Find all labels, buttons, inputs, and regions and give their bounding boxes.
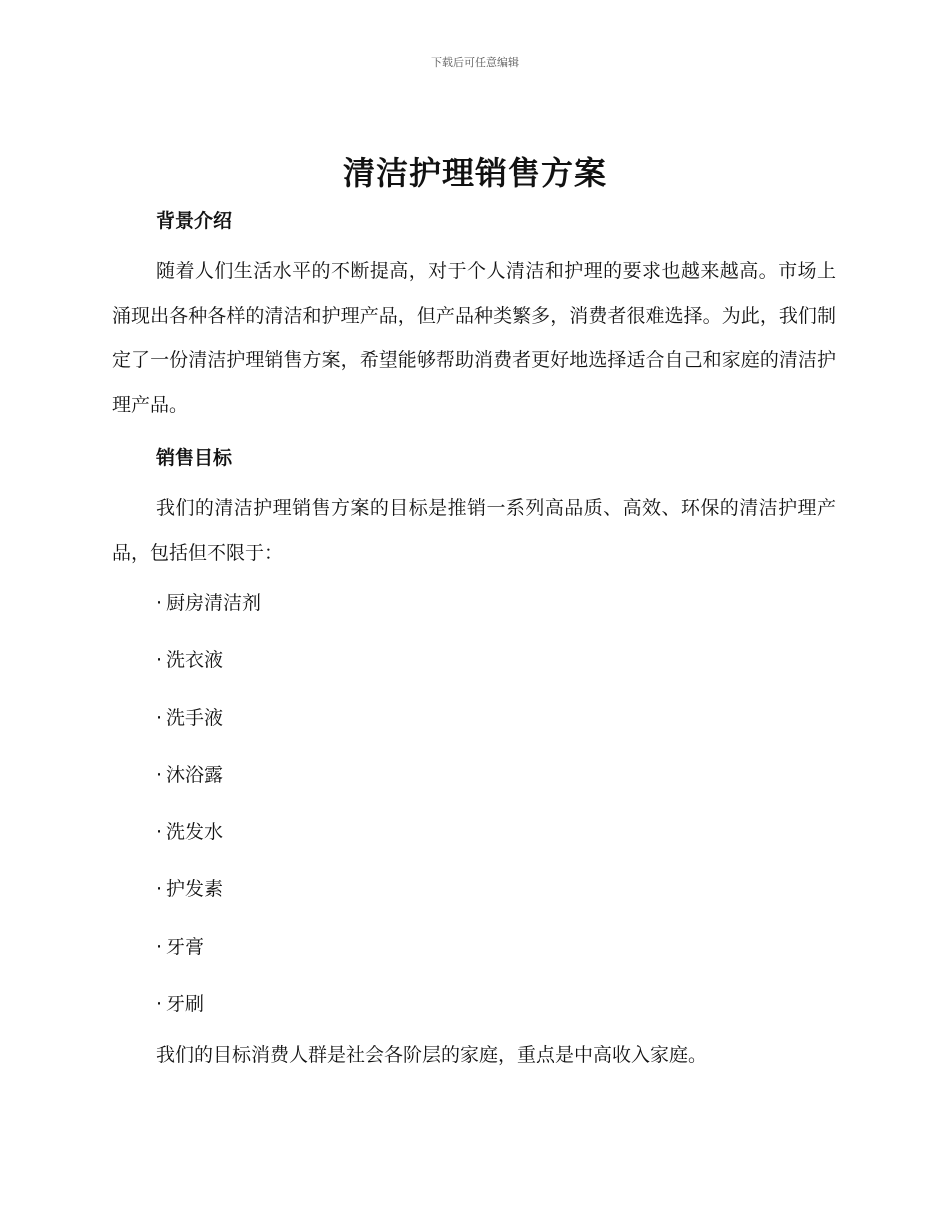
document-title: 清洁护理销售方案 (342, 154, 607, 192)
list-item-label: 洗衣液 (166, 649, 224, 672)
list-item-label: 沐浴露 (166, 763, 224, 786)
document-body (112, 205, 836, 1078)
list-item-label: 洗手液 (166, 706, 224, 729)
list-item (112, 861, 836, 918)
section-heading-background: 背景介绍 (156, 210, 233, 232)
sales-goal-paragraph: 我们的清洁护理销售方案的目标是推销一系列高品质、高效、环保的清洁护理产品，包括但不限于： (112, 497, 836, 564)
bullet-icon: · (156, 878, 163, 901)
list-item (112, 690, 836, 747)
bullet-icon: · (156, 592, 163, 614)
section-heading-sales-goal: 销售目标 (156, 447, 233, 469)
list-item (112, 632, 836, 689)
list-item (112, 804, 836, 861)
list-item-label: 牙膏 (166, 935, 205, 958)
bullet-icon: · (156, 706, 163, 729)
header-note: 下载后可任意编辑 (431, 56, 519, 69)
list-item (112, 575, 836, 632)
product-list (112, 575, 836, 1033)
list-item-label: 牙刷 (166, 993, 205, 1016)
target-audience-paragraph: 我们的目标消费人群是社会各阶层的家庭，重点是中高收入家庭。 (156, 1044, 708, 1067)
bullet-icon: · (156, 763, 163, 786)
bullet-icon: · (156, 993, 163, 1016)
list-item (112, 919, 836, 976)
bullet-icon: · (156, 935, 163, 958)
background-paragraph: 随着人们生活水平的不断提高，对于个人清洁和护理的要求也越来越高。市场上涌现出各种各样的清洁和护理产品，但产品种类繁多，消费者很难选择。为此，我们制定了一份清洁护理销售方案，希望能够帮助消费者更好地选择适合自己和家庭的清洁护理产品。 (112, 260, 836, 416)
list-item-label: 洗发水 (166, 821, 224, 844)
list-item (112, 747, 836, 804)
bullet-icon: · (156, 649, 163, 672)
list-item (112, 976, 836, 1033)
list-item-label: 护发素 (166, 878, 224, 901)
bullet-icon: · (156, 821, 163, 844)
list-item-label: 厨房清洁剂 (166, 592, 262, 614)
